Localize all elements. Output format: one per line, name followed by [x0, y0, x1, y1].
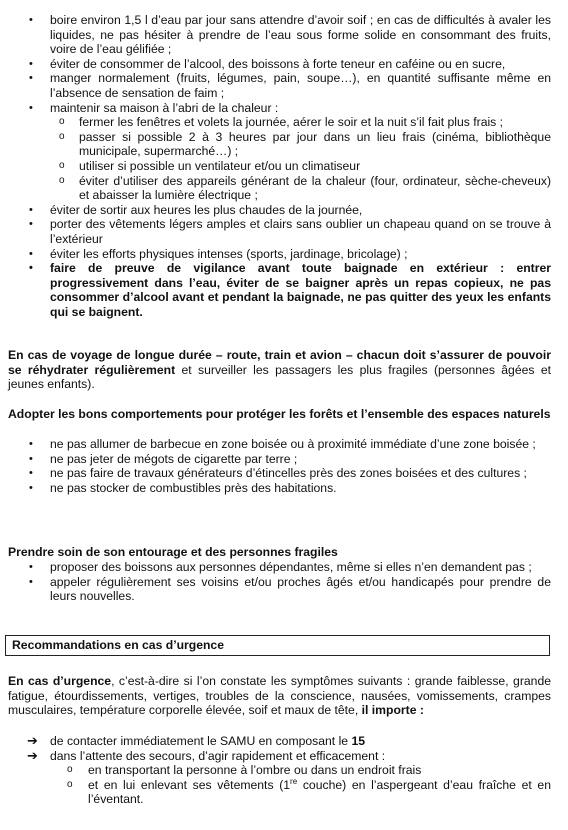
- list-item: • maintenir sa maison à l’abri de la chaleur : o fermer les fenêtres et volets la journée, aérer le soir et la nuit s’il fait plus frais ; o passer si possible 2 à 3 heures par jour dans un lieu frais (cinéma, bibliothèque municipale, supermarché…) ; o utiliser si possible un ventilateur et/ou un climatiseur o éviter d’utiliser des appareils générant de la chaleur (four, ordinateur, sèche-cheveux) et abaisser la lumière électrique ;: [0, 101, 568, 203]
- list-item: • éviter de sortir aux heures les plus chaudes de la journée,: [29, 202, 363, 217]
- circle-bullet-icon: o: [59, 159, 65, 171]
- list-item: o utiliser si possible un ventilateur et/ou un climatiseur: [59, 158, 361, 173]
- bullet-icon: •: [29, 452, 33, 465]
- urgence-paragraph: En cas d’urgence, c’est-à-dire si l’on constate les symptômes suivants : grande faiblesse, grande fatigue, étourdissements, vertiges, troubles de la conscience, nausées, vomissements, crampes musculaires, température corporelle élevée, soif et maux de tête, il importe :: [8, 674, 552, 718]
- heat-advice-list: [0, 13, 568, 319]
- bullet-icon: •: [29, 203, 33, 216]
- forest-heading: Adopter les bons comportements pour protéger les forêts et l’ensemble des espaces naturels: [8, 407, 551, 421]
- list-item: • manger normalement (fruits, légumes, pain, soupe…), en quantité suffisante même en l’absence de sensation de faim ;: [29, 71, 551, 100]
- circle-bullet-icon: o: [67, 764, 73, 776]
- bullet-icon: •: [29, 467, 33, 480]
- circle-bullet-icon: o: [59, 116, 65, 128]
- list-item: • éviter les efforts physiques intenses (sports, jardinage, bricolage) ;: [29, 246, 408, 261]
- list-item: • boire environ 1,5 l d’eau par jour sans attendre d’avoir soif ; en cas de difficultés à avaler les liquides, ne pas hésiter à prendre de l’eau sous forme solide en consommant des fruits, voire de l’eau gélifiée ;: [29, 13, 551, 57]
- list-item: • faire de preuve de vigilance avant toute baignade en extérieur : entrer progressivement dans l’eau, éviter de se baigner après un repas copieux, ne pas consommer d’alcool avant et pendant la baignade, ne pas quitter des yeux les enfants qui se baignent.: [29, 261, 551, 319]
- list-item: • ne pas faire de travaux générateurs d’étincelles près des zones boisées et des cultures ;: [29, 466, 527, 481]
- list-item: • ne pas allumer de barbecue en zone boisée ou à proximité immédiate d’une zone boisée ;: [29, 437, 536, 451]
- bullet-icon: •: [29, 101, 33, 114]
- bullet-icon: •: [29, 438, 33, 450]
- travel-paragraph: En cas de voyage de longue durée – route, train et avion – chacun doit s’assurer de pouvoir se réhydrater régulièrement et surveiller les passagers les plus fragiles (personnes âgées et jeunes enfants).: [8, 348, 551, 392]
- circle-bullet-icon: o: [67, 778, 73, 790]
- urgence-sublist: [0, 763, 568, 807]
- list-item: o et en lui enlevant ses vêtements (1re couche) en l’aspergeant d’eau fraîche et en l’éventant.: [67, 776, 551, 807]
- list-item: • appeler régulièrement ses voisins et/ou proches âgés et/ou handicapés pour prendre de leurs nouvelles.: [29, 574, 551, 604]
- list-item: ➔ de contacter immédiatement le SAMU en composant le 15: [27, 733, 366, 748]
- urgence-section-title: Recommandations en cas d’urgence: [5, 635, 550, 656]
- bullet-icon: •: [29, 481, 33, 494]
- circle-bullet-icon: o: [59, 174, 65, 186]
- entourage-list: [0, 560, 568, 604]
- list-item: o éviter d’utiliser des appareils générant de la chaleur (four, ordinateur, sèche-cheveux) et abaisser la lumière électrique ;: [59, 173, 551, 203]
- list-item: • éviter de consommer de l’alcool, des boissons à forte teneur en caféine ou en sucre,: [29, 56, 506, 71]
- bullet-icon: •: [29, 14, 33, 26]
- circle-bullet-icon: o: [59, 130, 65, 142]
- forest-list: [0, 437, 568, 495]
- urgence-actions: [0, 734, 568, 807]
- list-item: • porter des vêtements légers amples et clairs sans oublier un chapeau quand on se trouve à l’extérieur: [29, 217, 551, 246]
- bullet-icon: •: [29, 57, 33, 70]
- arrow-right-icon: ➔: [27, 733, 38, 748]
- list-item: o fermer les fenêtres et volets la journée, aérer le soir et la nuit s’il fait plus frais ;: [59, 115, 504, 130]
- list-item: • proposer des boissons aux personnes dépendantes, même si elles n’en demandent pas ;: [29, 560, 532, 574]
- bullet-icon: •: [29, 247, 33, 260]
- entourage-heading: Prendre soin de son entourage et des personnes fragiles: [8, 545, 338, 559]
- arrow-right-icon: ➔: [27, 747, 38, 763]
- list-item: ➔ dans l’attente des secours, d’agir rapidement et efficacement : o en transportant la personne à l’ombre ou dans un endroit frais o et en lui enlevant ses vêtements (1re couche) en l’aspergeant d’eau fraîche et en l’éventant.: [0, 749, 568, 807]
- list-item: o en transportant la personne à l’ombre ou dans un endroit frais: [67, 763, 422, 778]
- bullet-icon: •: [29, 72, 33, 85]
- list-item: • ne pas jeter de mégots de cigarette par terre ;: [29, 451, 298, 466]
- list-item: • ne pas stocker de combustibles près des habitations.: [29, 480, 337, 495]
- bullet-icon: •: [29, 218, 33, 231]
- bullet-icon: •: [29, 262, 33, 275]
- bullet-icon: •: [29, 575, 33, 588]
- house-sublist: [0, 115, 568, 203]
- list-item: o passer si possible 2 à 3 heures par jour dans un lieu frais (cinéma, bibliothèque municipale, supermarché…) ;: [59, 129, 551, 159]
- bullet-icon: •: [29, 561, 33, 573]
